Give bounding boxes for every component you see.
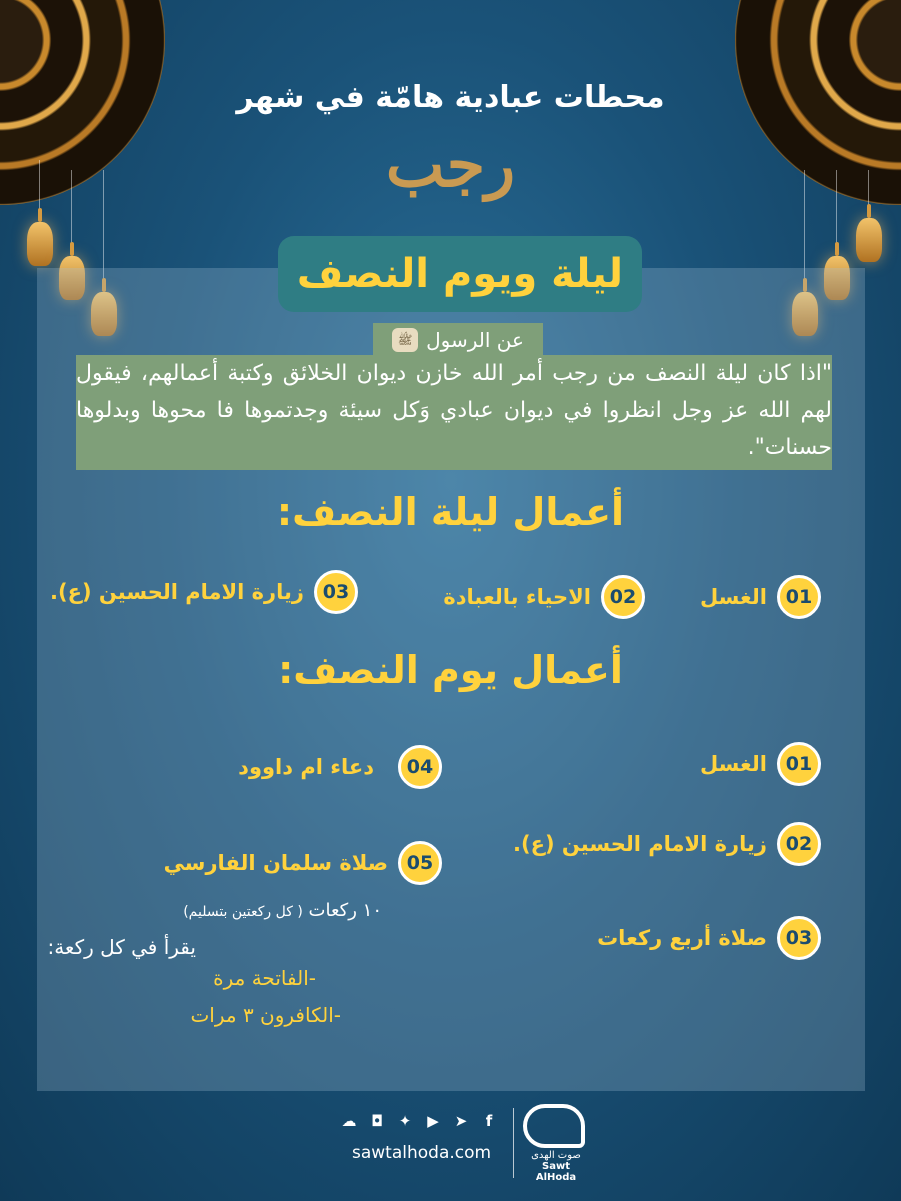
page-title: محطات عبادية هامّة في شهر [236, 80, 665, 115]
number-badge: 03 [314, 570, 358, 614]
day-item-label: صلاة سلمان الفارسي [163, 851, 388, 875]
day-item [238, 745, 442, 789]
hadith-source [373, 323, 543, 357]
social-icons [340, 1113, 498, 1129]
number-badge: 03 [777, 916, 821, 960]
month-title: رجب [385, 128, 516, 201]
soundcloud-icon[interactable]: ☁ [341, 1112, 357, 1130]
telegram-icon[interactable]: ➤ [454, 1112, 468, 1130]
salman-rakaat-note: ( كل ركعتين بتسليم) [183, 904, 303, 920]
section-title: ليلة ويوم النصف [278, 236, 642, 312]
day-item [700, 742, 821, 786]
night-deeds-heading: أعمال ليلة النصف: [276, 490, 625, 534]
twitter-icon[interactable]: ✦ [398, 1112, 412, 1130]
lantern-icon [27, 222, 53, 266]
day-item-label: الغسل [699, 752, 767, 776]
sawt-alhoda-logo-icon [523, 1104, 585, 1148]
day-item [513, 822, 821, 866]
day-item [164, 841, 442, 885]
hadith-source-label: عن الرسول [426, 328, 524, 352]
facebook-icon[interactable]: f [485, 1112, 493, 1130]
night-item-label: الاحياء بالعبادة [443, 585, 591, 609]
day-deeds-heading: أعمال يوم النصف: [278, 648, 623, 692]
night-item [700, 575, 821, 619]
website-link[interactable]: sawtalhoda.com [352, 1143, 492, 1163]
night-item [443, 575, 645, 619]
night-item-label: زيارة الامام الحسين (ع). [50, 580, 304, 604]
number-badge: 02 [777, 822, 821, 866]
number-badge: 01 [777, 742, 821, 786]
day-item-label: زيارة الامام الحسين (ع). [513, 832, 767, 856]
salman-detail-kafirun: -الكافرون ٣ مرات [190, 1003, 341, 1027]
night-item [50, 570, 358, 614]
logo-caption [522, 1150, 590, 1183]
footer-divider [513, 1108, 514, 1178]
day-item-label: دعاء ام داوود [238, 755, 374, 779]
lantern-icon [856, 218, 882, 262]
salman-rakaat-count: ١٠ ركعات [308, 900, 382, 921]
youtube-icon[interactable]: ▶ [427, 1112, 439, 1130]
hadith-quote: "اذا كان ليلة النصف من رجب أمر الله خازن ديوان الخلائق وكتبة أعمالهم، فيقول لهم الله عز وجل انظروا في ديوان عبادي وَكل سيئة وجدتموها فا محوها وبدلوها حسنات". [76, 355, 832, 470]
prophet-salutation-seal-icon: ﷺ [392, 328, 418, 352]
number-badge: 02 [601, 575, 645, 619]
number-badge: 05 [398, 841, 442, 885]
night-item-label: الغسل [699, 585, 767, 609]
day-item-label: صلاة أربع ركعات [597, 926, 767, 950]
logo-arabic: صوت الهدى [531, 1150, 581, 1161]
day-item [597, 916, 821, 960]
instagram-icon[interactable]: ◘ [371, 1112, 383, 1130]
salman-detail-rakaat [183, 900, 382, 921]
number-badge: 01 [777, 575, 821, 619]
number-badge: 04 [398, 745, 442, 789]
salman-detail-instruction: يقرأ في كل ركعة: [47, 935, 196, 959]
logo-latin: Sawt AlHoda [535, 1161, 577, 1183]
salman-detail-fatiha: -الفاتحة مرة [213, 966, 316, 990]
